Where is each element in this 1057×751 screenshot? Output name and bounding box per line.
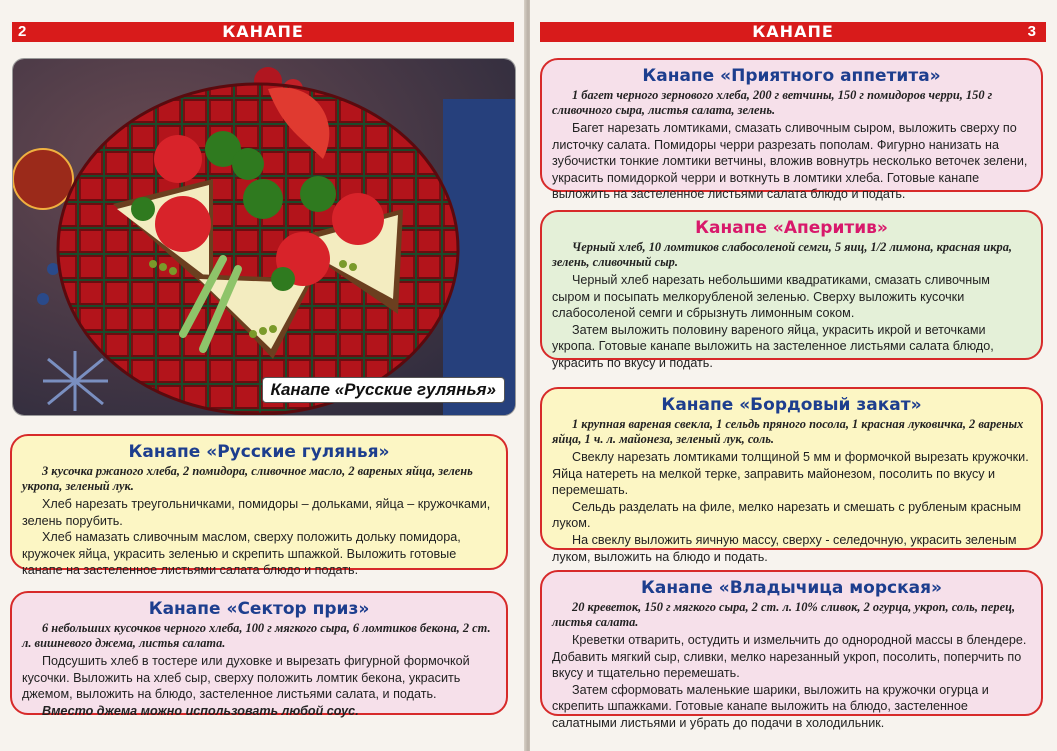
recipe-card-bordovy-zakat: [540, 387, 1043, 564]
recipe-ingredients: Черный хлеб, 10 ломтиков слабосоленой семги, 5 яиц, 1/2 лимона, красная икра, зелень, сливочный сыр.: [552, 240, 1013, 269]
recipe-step: Сельдь разделать на филе, мелко нарезать и смешать с рубленым красным луком.: [552, 499, 1022, 531]
recipe-step: Затем выложить половину вареного яйца, украсить икрой и веточками укропа. Готовые канапе выложить на застеленное листьями салата блюдо, украсить по вкусу и подать.: [552, 322, 994, 370]
recipe-title: Канапе «Русские гулянья»: [128, 442, 390, 462]
recipe-note: Вместо джема можно использовать любой соус.: [42, 703, 359, 718]
recipe-title: Канапе «Бордовый закат»: [661, 395, 922, 415]
right-page-number: 3: [1027, 23, 1036, 40]
recipe-card-vladychitsa-morskaya: [540, 570, 1043, 730]
recipe-step: Подсушить хлеб в тостере или духовке и вырезать фигурной формочкой кусочки. Выложить на хлеб сыр, сверху положить ломтик бекона, украсить джемом, выложить на блюдо, застеленное листьями салата, и подать.: [22, 654, 470, 702]
recipe-step: Креветки отварить, остудить и измельчить до однородной массы в блендере. Добавить мягкий сыр, сливки, мелко нарезанный укроп, посолить, поперчить по вкусу и тщательно перемешать.: [552, 633, 1027, 681]
left-page-number: 2: [18, 23, 27, 40]
recipe-step: Свеклу нарезать ломтиками толщиной 5 мм и формочкой вырезать кружочки. Яйца натереть на мелкой терке, заправить майонезом, посолить по вкусу и перемешать.: [552, 450, 1029, 498]
recipe-ingredients: 20 креветок, 150 г мягкого сыра, 2 ст. л. 10% сливок, 2 огурца, укроп, соль, перец, листья салата.: [552, 600, 1016, 629]
photo-caption: Канапе «Русские гулянья»: [262, 377, 505, 403]
recipe-ingredients: 6 небольших кусочков черного хлеба, 100 г мягкого сыра, 6 ломтиков бекона, 2 ст. л. вишневого джема, листья салата.: [22, 621, 491, 650]
recipe-step: Хлеб нарезать треугольничками, помидоры – дольками, яйца – кружочками, зелень порубить.: [22, 497, 491, 528]
right-page: [530, 0, 1057, 751]
left-header-title: КАНАПЕ: [222, 22, 304, 41]
recipe-card-russkie-gulyanya: [10, 434, 508, 578]
recipe-step: На свеклу выложить яичную массу, сверху - селедочную, украсить зеленым луком, выложить на блюдо и подать.: [552, 532, 1017, 564]
recipe-title: Канапе «Аперитив»: [695, 218, 888, 238]
right-header-title: КАНАПЕ: [752, 22, 834, 41]
recipe-ingredients: 3 кусочка ржаного хлеба, 2 помидора, сливочное масло, 2 вареных яйца, зелень укропа, зеленый лук.: [22, 464, 473, 493]
recipe-card-aperitiv: [540, 210, 1043, 370]
canape-photo-illustration: [13, 59, 515, 415]
recipe-step: Черный хлеб нарезать небольшими квадратиками, смазать сливочным сыром и посыпать мелкорубленой зеленью. Сверху выложить кусочки слабосоленой семги и сбрызнуть лимонным соком.: [552, 273, 990, 321]
recipe-step: Затем сформовать маленькие шарики, выложить на кружочки огурца и скрепить шпажками. Готовые канапе выложить на блюдо, застеленное салатными листьями и убрать до подачи в холодильник.: [552, 682, 989, 730]
right-header-band: [540, 22, 1046, 42]
recipe-step: Багет нарезать ломтиками, смазать сливочным сыром, выложить сверху по листочку салата. Помидоры черри разрезать пополам. Фигурно нанизать на зубочистки тонкие ломтики ветчины, вложив вовнутрь несколько веточек зелени, украсить помидоркой черри и воткнуть в ломтики хлеба. Готовые канапе выложить на застеленное листьями салата блюдо и подать.: [552, 121, 1028, 202]
recipe-card-sektor-priz: [10, 591, 508, 718]
recipe-ingredients: 1 багет черного зернового хлеба, 200 г ветчины, 150 г помидоров черри, 150 г сливочного сыра, листья салата, зелень.: [552, 88, 993, 117]
left-header-band: [12, 22, 514, 42]
recipe-title: Канапе «Сектор приз»: [148, 599, 370, 619]
left-page: [0, 0, 526, 751]
recipe-card-priyatnogo-appetita: [540, 58, 1043, 202]
recipe-title: Канапе «Владычица морская»: [640, 578, 943, 598]
recipe-step: Хлеб намазать сливочным маслом, сверху положить дольку помидора, кружочек яйца, украсить зеленью и скрепить шпажкой. Выложить готовые канапе на застеленное листьями салата блюдо и подать.: [22, 530, 461, 578]
recipe-title: Канапе «Приятного аппетита»: [642, 66, 941, 86]
canape-photo: [12, 58, 516, 416]
recipe-ingredients: 1 крупная вареная свекла, 1 сельдь пряного посола, 1 красная луковичка, 2 вареных яйца, 1 ч. л. майонеза, зеленый лук, соль.: [552, 417, 1024, 446]
